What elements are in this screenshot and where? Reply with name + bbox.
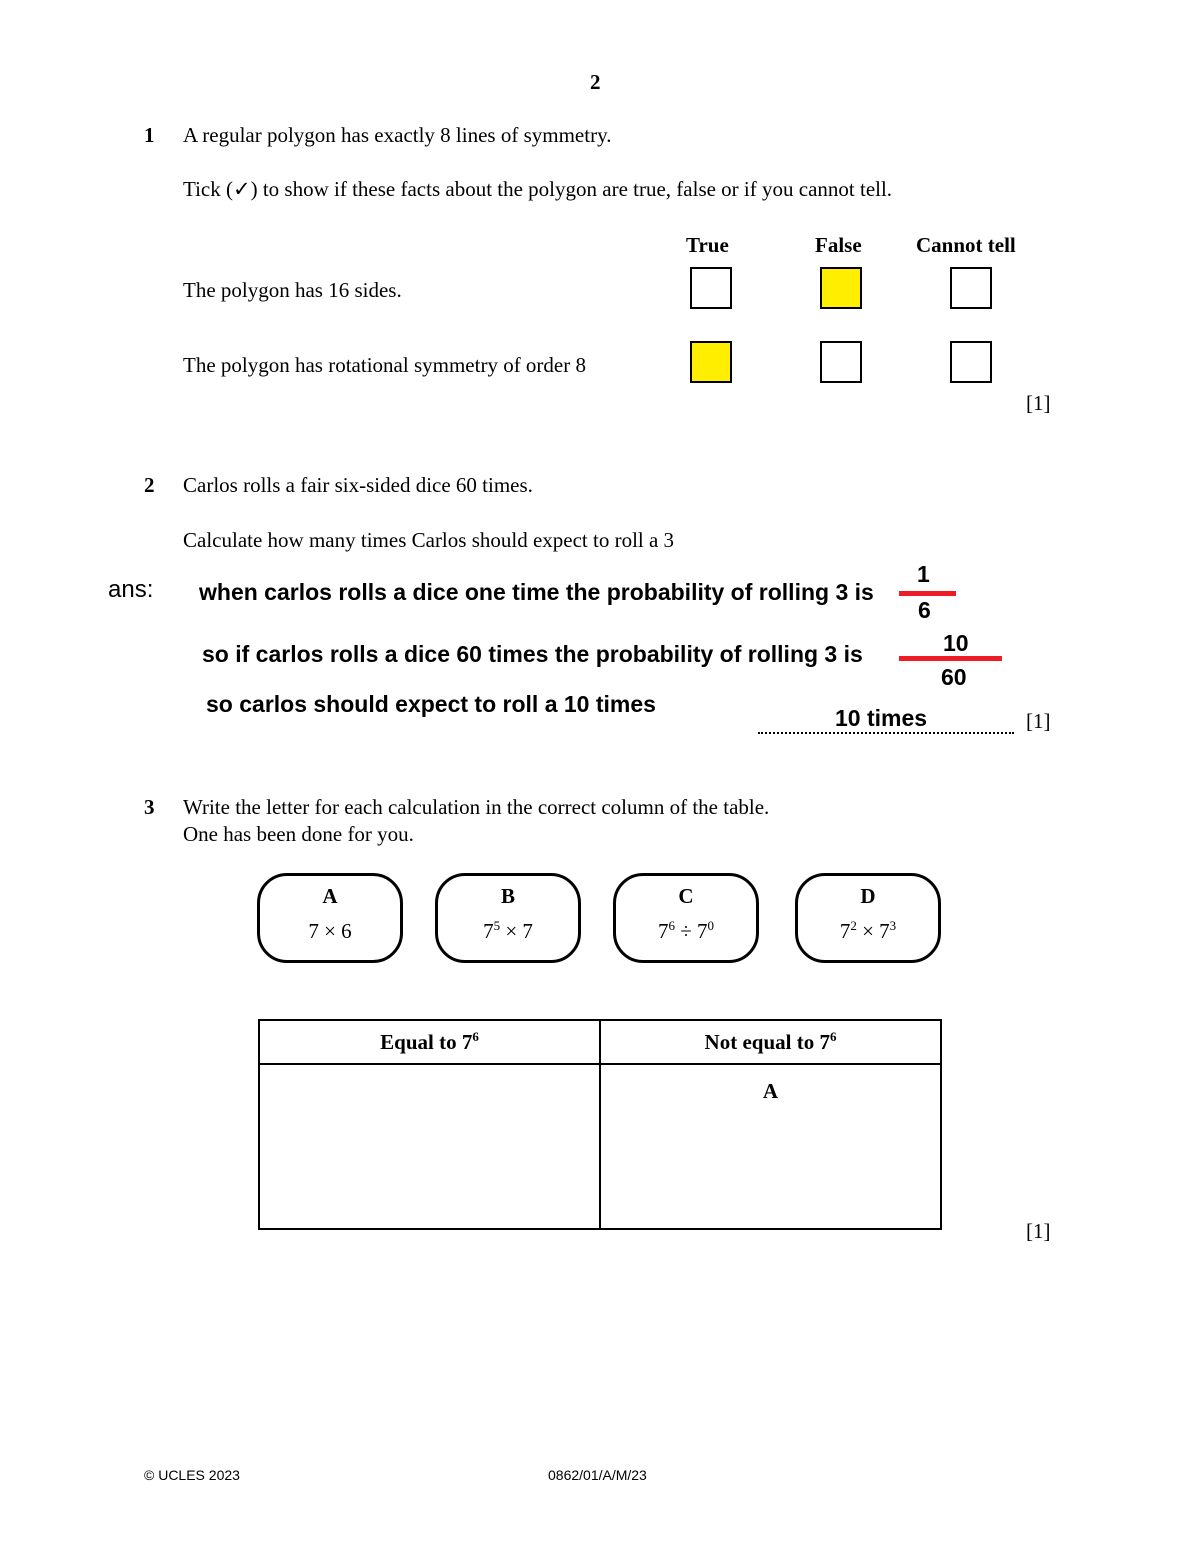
table-header-equal: Equal to $7^6$ xyxy=(259,1020,600,1064)
question-2-stem: Carlos rolls a fair six-sided dice 60 times. xyxy=(183,473,533,497)
card-b-expression: $7^5 \times 7$ xyxy=(483,918,533,943)
answer-dotted-line xyxy=(758,732,1014,734)
card-a-letter: A xyxy=(322,884,338,908)
answer-label: ans: xyxy=(108,576,154,603)
card-a-expression: 7 × 6 xyxy=(308,919,352,943)
calc-card-c xyxy=(613,873,759,963)
checkbox-row1-false[interactable] xyxy=(820,267,862,309)
checkbox-row2-true[interactable] xyxy=(690,341,732,383)
card-d-expression: $7^2 \times 7^3$ xyxy=(839,918,897,943)
answer-table xyxy=(258,1019,942,1230)
working-line-1: when carlos rolls a dice one time the probability of rolling 3 is xyxy=(199,579,874,605)
column-header-cannot-tell: Cannot tell xyxy=(916,233,1016,257)
statement-2: The polygon has rotational symmetry of order 8 xyxy=(183,353,586,377)
table-header-not-equal: Not equal to $7^6$ xyxy=(600,1020,941,1064)
card-d-letter: D xyxy=(860,884,876,908)
column-header-false: False xyxy=(815,233,862,257)
column-header-true: True xyxy=(686,233,729,257)
fraction-1-bar xyxy=(899,591,956,596)
page-number: 2 xyxy=(590,70,601,94)
question-2-marks: [1] xyxy=(1026,709,1051,733)
question-2-instruction: Calculate how many times Carlos should expect to roll a 3 xyxy=(183,528,675,552)
fraction-1-numerator: 1 xyxy=(917,561,930,587)
footer-copyright: © UCLES 2023 xyxy=(144,1467,240,1483)
footer-code: 0862/01/A/M/23 xyxy=(548,1467,647,1483)
fraction-2-bar xyxy=(899,656,1002,661)
question-1-stem: A regular polygon has exactly 8 lines of symmetry. xyxy=(183,123,612,147)
checkbox-row2-cannot-tell[interactable] xyxy=(950,341,992,383)
question-2-number: 2 xyxy=(144,473,155,497)
question-1-instruction: Tick (✓) to show if these facts about the polygon are true, false or if you cannot tell. xyxy=(183,177,893,201)
question-3-marks: [1] xyxy=(1026,1219,1051,1243)
fraction-2-denominator: 60 xyxy=(941,664,967,690)
table-cell-not-equal[interactable]: A xyxy=(600,1064,941,1229)
working-line-3: so carlos should expect to roll a 10 times xyxy=(206,691,656,717)
statement-1: The polygon has 16 sides. xyxy=(183,278,402,302)
working-line-2: so if carlos rolls a dice 60 times the probability of rolling 3 is xyxy=(202,641,863,667)
card-c-expression: $7^6 \div 7^0$ xyxy=(657,918,715,943)
checkbox-row2-false[interactable] xyxy=(820,341,862,383)
question-3-instruction-1: Write the letter for each calculation in the correct column of the table. xyxy=(183,795,770,819)
card-b-letter: B xyxy=(500,884,515,908)
question-1-number: 1 xyxy=(144,123,155,147)
fraction-2-numerator: 10 xyxy=(943,630,969,656)
answer-value[interactable]: 10 times xyxy=(835,705,928,731)
question-3-number: 3 xyxy=(144,795,155,819)
fraction-1-denominator: 6 xyxy=(918,597,931,623)
calc-card-d xyxy=(795,873,941,963)
calc-card-b xyxy=(435,873,581,963)
checkbox-row1-cannot-tell[interactable] xyxy=(950,267,992,309)
checkbox-row1-true[interactable] xyxy=(690,267,732,309)
question-3-instruction-2: One has been done for you. xyxy=(183,822,414,846)
calc-card-a xyxy=(257,873,403,963)
card-c-letter: C xyxy=(678,884,694,908)
question-1-marks: [1] xyxy=(1026,391,1051,415)
table-cell-equal[interactable] xyxy=(259,1064,600,1229)
